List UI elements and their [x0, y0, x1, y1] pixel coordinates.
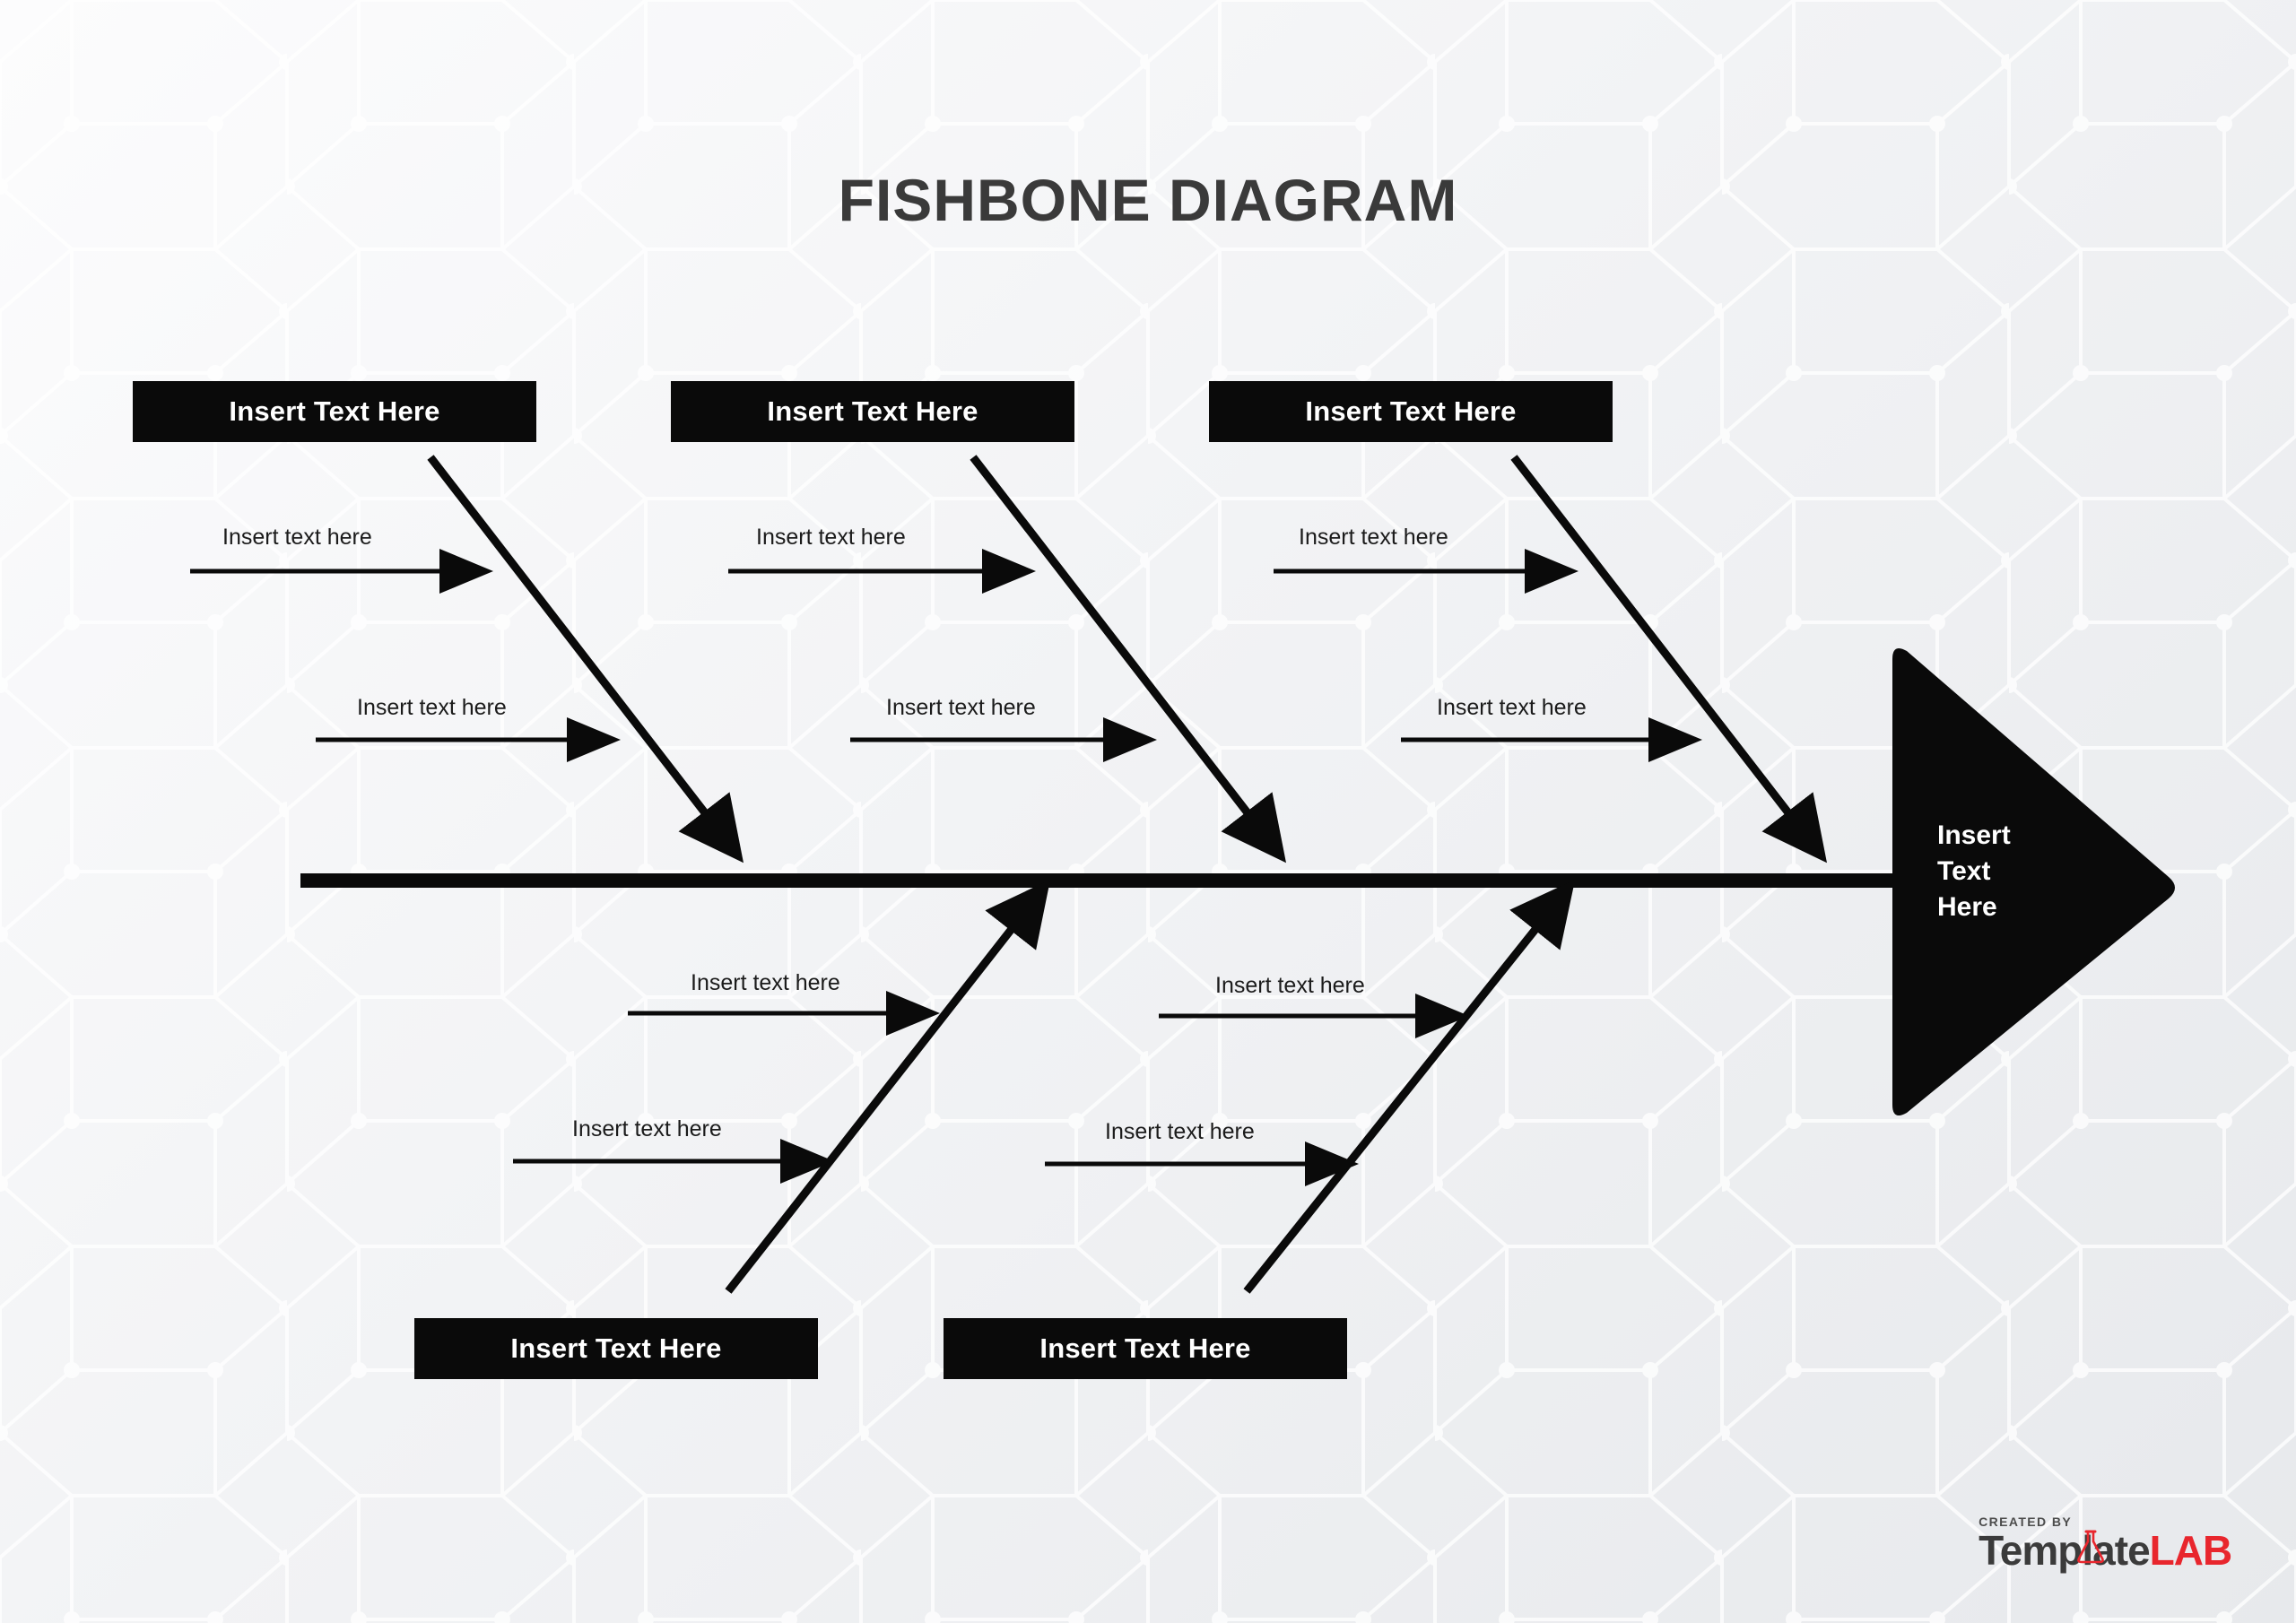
category-label: Insert Text Here [1305, 395, 1517, 427]
category-label: Insert Text Here [229, 395, 440, 427]
cause-label-top-5[interactable]: Insert text here [886, 695, 1036, 720]
page-title: FISHBONE DIAGRAM [838, 167, 1458, 233]
bottom-bone-2 [1247, 892, 1565, 1291]
cause-label-top-2[interactable]: Insert text here [756, 525, 906, 550]
category-box-bottom-1[interactable] [414, 1318, 818, 1379]
top-bone-3 [1514, 457, 1817, 850]
category-label: Insert Text Here [510, 1332, 722, 1364]
top-bone-2 [973, 457, 1276, 850]
brand-template-text: Template [1979, 1527, 2150, 1574]
category-box-top-3[interactable] [1209, 381, 1613, 442]
cause-label-top-3[interactable]: Insert text here [1299, 525, 1448, 550]
templatelab-credit [1979, 1515, 2242, 1574]
top-bone-1 [430, 457, 734, 850]
effect-line-1: Insert [1937, 820, 2011, 850]
effect-text[interactable] [1937, 818, 2081, 925]
cause-label-top-6[interactable]: Insert text here [1437, 695, 1587, 720]
brand-lab-text: LAB [2149, 1527, 2232, 1574]
category-label: Insert Text Here [767, 395, 978, 427]
category-label: Insert Text Here [1039, 1332, 1251, 1364]
cause-label-bottom-1[interactable]: Insert text here [691, 970, 840, 995]
effect-line-3: Here [1937, 891, 1997, 922]
cause-label-top-1[interactable]: Insert text here [222, 525, 372, 550]
cause-label-bottom-4[interactable]: Insert text here [1105, 1119, 1255, 1144]
category-box-top-2[interactable] [671, 381, 1074, 442]
effect-line-2: Text [1937, 855, 1991, 886]
templatelab-logo [1979, 1527, 2242, 1574]
cause-label-top-4[interactable]: Insert text here [357, 695, 507, 720]
bottom-bone-1 [728, 892, 1040, 1291]
category-box-top-1[interactable] [133, 381, 536, 442]
cause-label-bottom-3[interactable]: Insert text here [572, 1116, 722, 1141]
cause-label-bottom-2[interactable]: Insert text here [1215, 973, 1365, 998]
category-box-bottom-2[interactable] [944, 1318, 1347, 1379]
created-by-label: CREATED BY [1979, 1515, 2073, 1529]
